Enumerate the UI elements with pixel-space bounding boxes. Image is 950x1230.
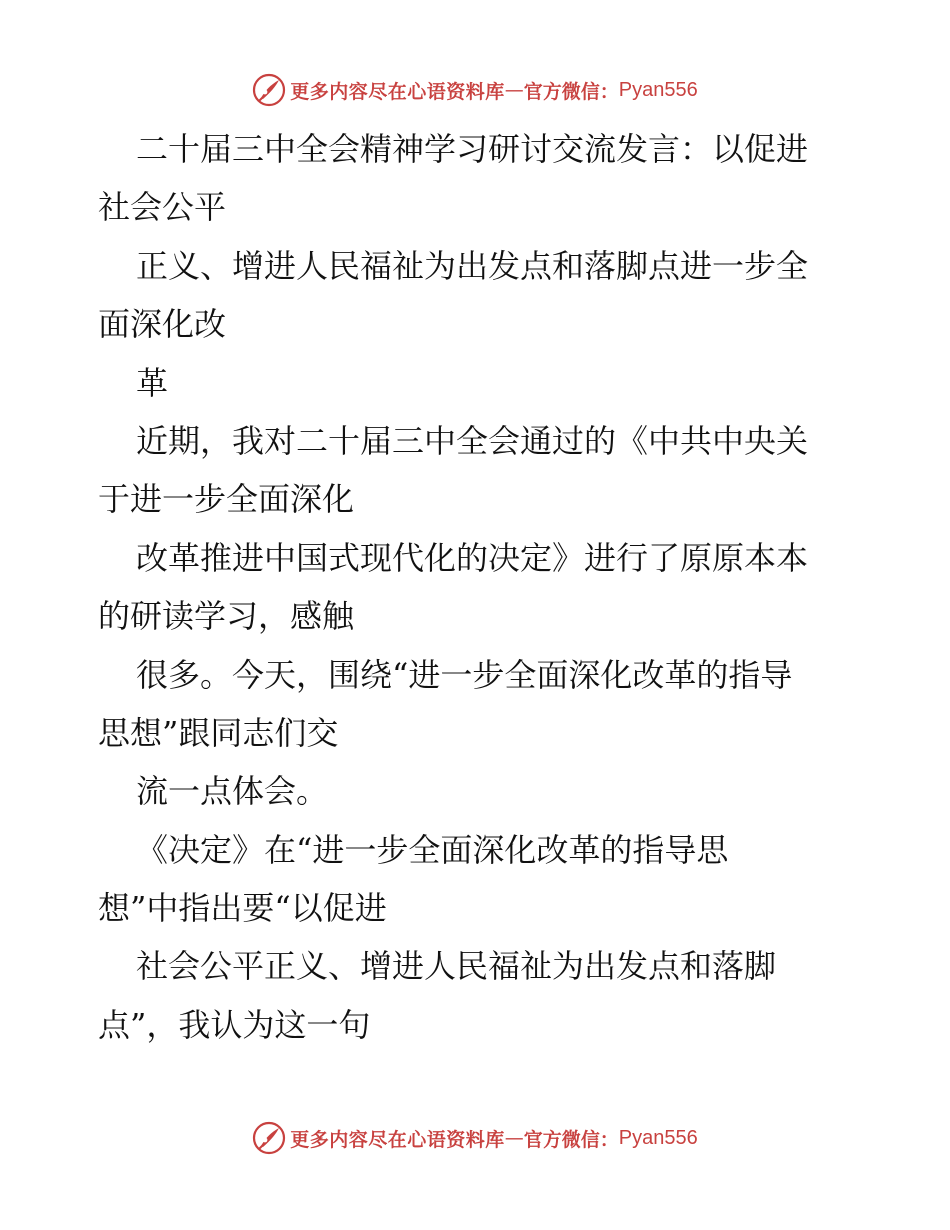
header-banner — [0, 70, 950, 110]
text-line: 革 — [136, 363, 169, 402]
text-line: 面深化改 — [98, 305, 227, 344]
footer-banner-text: 更多内容尽在心语资料库 — [290, 1128, 505, 1151]
text-line: 社会公平 — [98, 188, 227, 227]
header-wechat-id: Pyan556 — [618, 78, 698, 101]
text-line: 《决定》在“进一步全面深化改革的指导思 — [136, 830, 729, 869]
header-banner-text: 更多内容尽在心语资料库 — [290, 80, 505, 103]
text-line: 思想”跟同志们交 — [98, 713, 339, 752]
footer-wechat-id: Pyan556 — [618, 1126, 698, 1149]
text-line: 社会公平正义、增进人民福祉为出发点和落脚 — [136, 947, 777, 986]
text-line: 近期，我对二十届三中全会通过的《中共中央关 — [136, 421, 809, 460]
text-line: 改革推进中国式现代化的决定》进行了原原本本 — [136, 538, 809, 577]
text-line: 流一点体会。 — [136, 772, 329, 811]
text-line: 点”，我认为这一句 — [98, 1005, 371, 1044]
text-line: 的研读学习，感触 — [98, 597, 355, 636]
text-line: 于进一步全面深化 — [98, 480, 355, 519]
header-wechat-label: 官方微信： — [523, 80, 619, 103]
text-line: 想”中指出要“以促进 — [98, 889, 387, 928]
header-banner-separator: — — [504, 79, 524, 101]
quill-seal-icon — [252, 1121, 286, 1155]
text-line: 二十届三中全会精神学习研讨交流发言：以促进 — [136, 130, 809, 168]
footer-wechat-label: 官方微信： — [523, 1128, 619, 1151]
footer-banner-separator: — — [504, 1127, 524, 1149]
footer-banner — [0, 1118, 950, 1158]
text-line: 正义、增进人民福祉为出发点和落脚点进一步全 — [136, 246, 809, 285]
document-body — [98, 120, 858, 1054]
quill-seal-icon — [252, 73, 286, 107]
text-line: 很多。今天，围绕“进一步全面深化改革的指导 — [136, 655, 793, 694]
